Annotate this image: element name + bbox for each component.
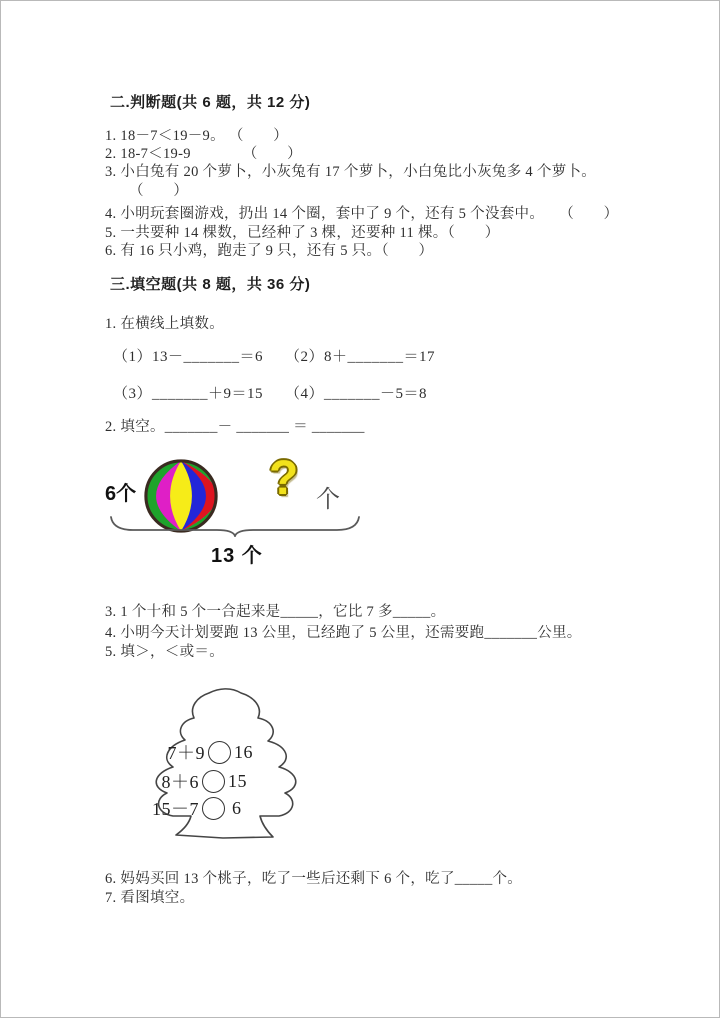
- fill-item-1-blank-4: （4）_______－5＝8: [285, 386, 428, 402]
- tree-equation-row: [159, 739, 253, 765]
- judge-item-1: 1. 18－7＜19－9。 （ ）: [105, 128, 289, 144]
- equation-left: 8＋6: [161, 772, 199, 792]
- compare-circle: [202, 770, 225, 793]
- fill-item-6: 6. 妈妈买回 13 个桃子，吃了一些后还剩下 6 个，吃了_____个。: [105, 871, 523, 887]
- fill-item-1-blank-3: （3）_______＋9＝15: [113, 386, 264, 402]
- compare-circle: [208, 741, 231, 764]
- fill-item-5: 5. 填＞，＜或＝。: [105, 644, 224, 660]
- judge-item-4: 4. 小明玩套圈游戏，扔出 14 个圈，套中了 9 个，还有 5 个没套中。 （ ）: [105, 206, 619, 222]
- fill-item-7: 7. 看图填空。: [105, 890, 195, 906]
- tree-equation-row: [153, 768, 247, 794]
- judge-item-3: 3. 小白兔有 20 个萝卜，小灰兔有 17 个萝卜，小白兔比小灰兔多 4 个萝卜。: [105, 164, 597, 180]
- equation-left: 7＋9: [167, 743, 205, 763]
- tree-equation-row: [147, 795, 242, 821]
- equation-right: 6: [232, 797, 242, 818]
- judge-item-6: 6. 有 16 只小鸡，跑走了 9 只，还有 5 只。（ ）: [105, 243, 434, 259]
- ball-count-label: 6个: [105, 483, 137, 505]
- tree-figure: [127, 687, 327, 851]
- ball-figure: [101, 453, 381, 571]
- fill-item-1: 1. 在横线上填数。: [105, 316, 224, 332]
- underbrace: [109, 515, 361, 537]
- equation-right: 16: [234, 741, 253, 762]
- section-3-heading: 三.填空题(共 8 题，共 36 分): [110, 276, 311, 293]
- fill-item-2: 2. 填空。_______－ _______ ＝ _______: [105, 419, 365, 435]
- fill-item-4: 4. 小明今天计划要跑 13 公里，已经跑了 5 公里，还需要跑_______公里。: [105, 625, 582, 641]
- fill-item-1-blank-1: （1）13－_______＝6: [113, 349, 264, 365]
- fill-item-3: 3. 1 个十和 5 个一合起来是_____，它比 7 多_____。: [105, 604, 446, 620]
- judge-item-2: 2. 18-7＜19-9 （ ）: [105, 146, 302, 162]
- judge-item-5: 5. 一共要种 14 棵数，已经种了 3 棵，还要种 11 棵。（ ）: [105, 225, 500, 241]
- question-mark: ?: [269, 452, 299, 505]
- compare-circle: [202, 797, 225, 820]
- equation-right: 15: [228, 770, 247, 791]
- question-unit-label: 个: [316, 487, 340, 513]
- section-2-heading: 二.判断题(共 6 题，共 12 分): [110, 94, 311, 111]
- brace-total-label: 13 个: [211, 545, 263, 567]
- equation-left: 15－7: [152, 799, 199, 819]
- fill-item-1-blank-2: （2）8＋_______＝17: [285, 349, 436, 365]
- judge-item-3-parens: （ ）: [129, 183, 189, 199]
